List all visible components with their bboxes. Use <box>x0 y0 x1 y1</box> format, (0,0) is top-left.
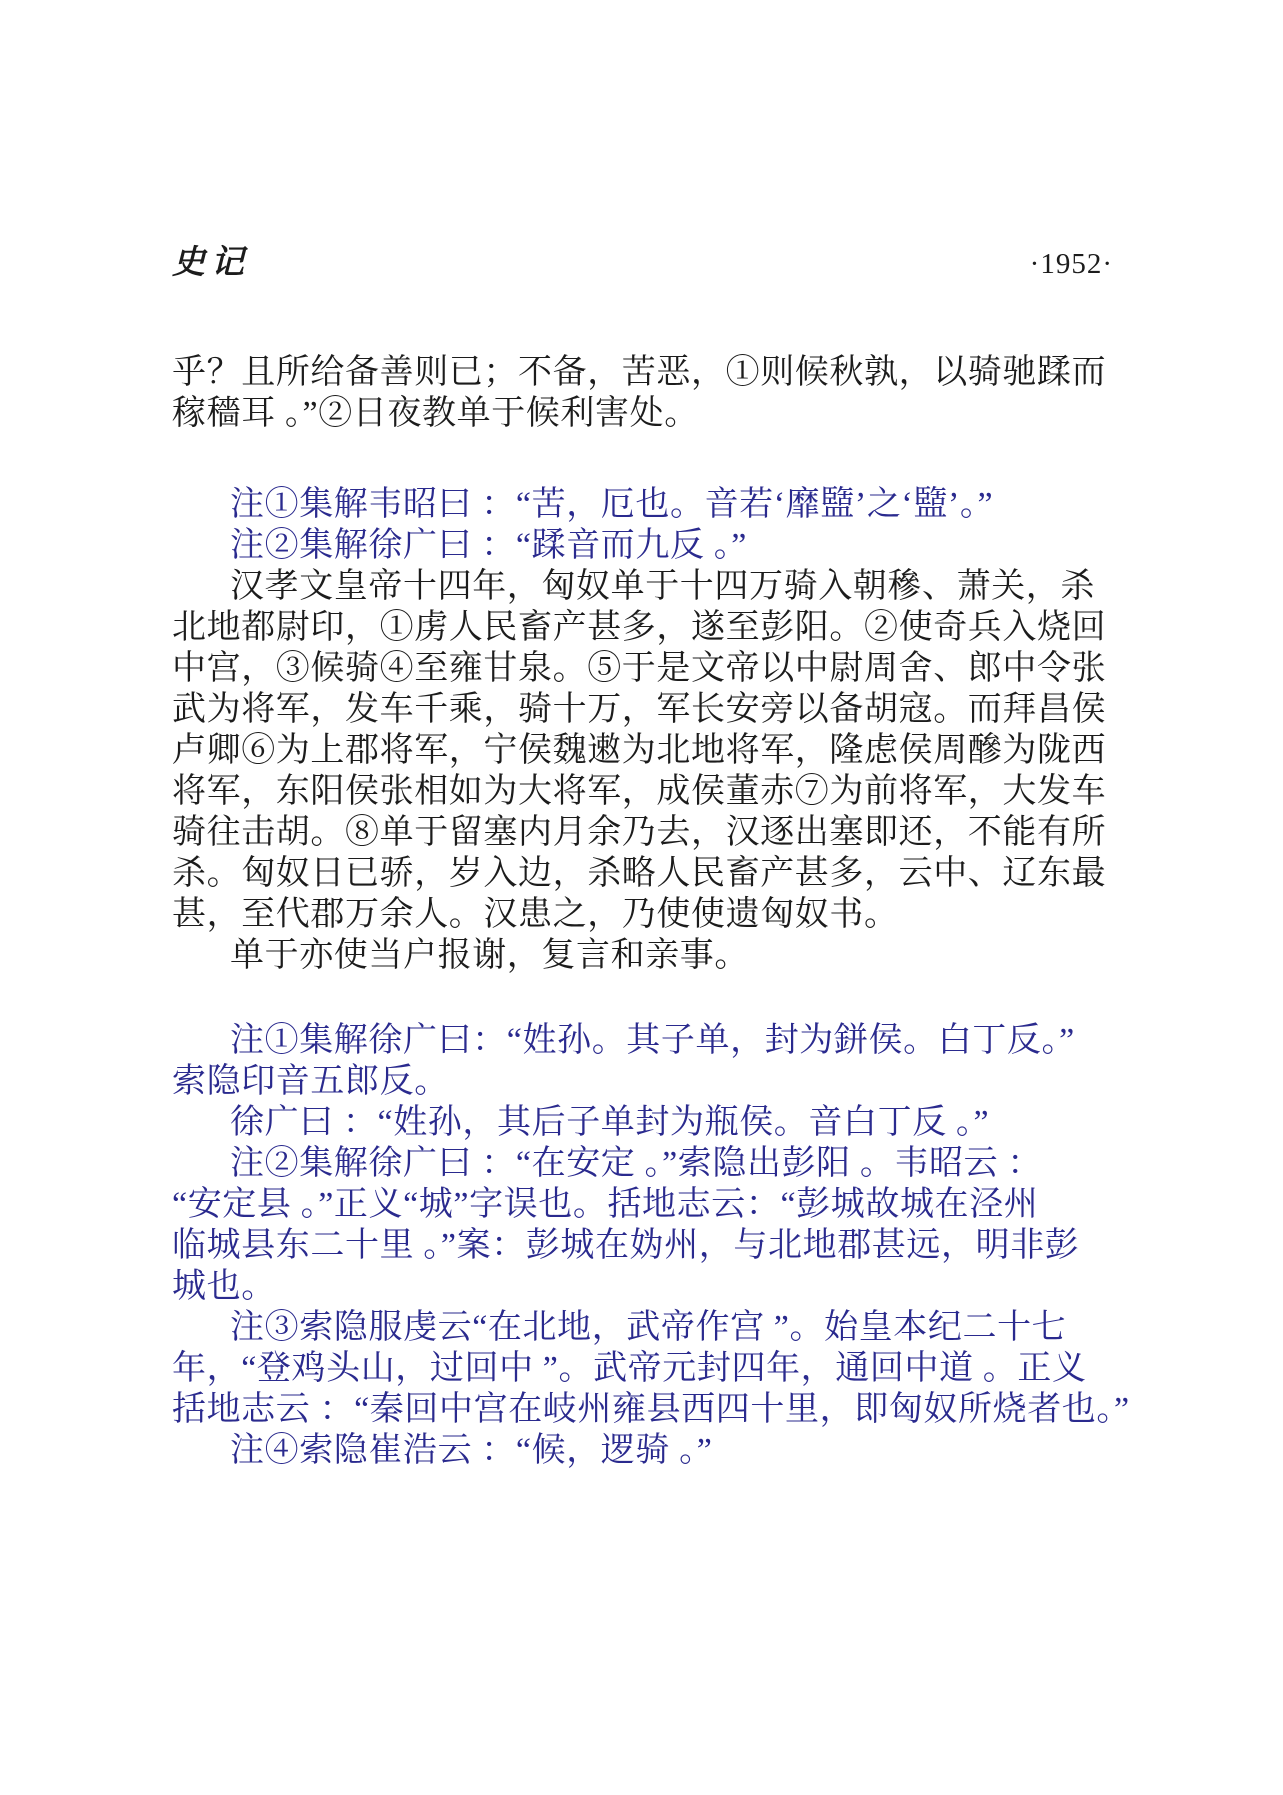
body-text-line: 汉孝文皇帝十四年，匈奴单于十四万骑入朝穇、萧关，杀 <box>230 568 1095 605</box>
paragraph-gap <box>172 976 1113 1020</box>
annotation-line: 注②集解徐广曰 ：“蹂音而九反 。” <box>230 527 747 564</box>
annotation-line: 注②集解徐广曰 ：“在安定 。”索隐出彭阳 。韦昭云 ： <box>230 1145 1042 1182</box>
body-text-line: 单于亦使当户报谢，复言和亲事。 <box>230 937 749 974</box>
annotation-line: 注①集解徐广曰：“姓孙。其子单，封为鉼侯。白丁反。” <box>230 1022 1075 1059</box>
annotation-line: 年，“登鸡头山，过回中 ”。武帝元封四年，通回中道 。正义 <box>172 1350 1087 1387</box>
body-text-line: 杀。匈奴日已骄，岁入边，杀略人民畜产甚多，云中、辽东最 <box>172 855 1107 892</box>
annotation-line: 临城县东二十里 。”案：彭城在妫州，与北地郡甚远，明非彭 <box>172 1227 1080 1264</box>
text-content <box>172 352 1130 1471</box>
annotation-line: “安定县 。”正义“城”字误也。括地志云：“彭城故城在泾州 <box>172 1186 1039 1223</box>
book-title: 史记 <box>172 245 250 281</box>
annotation-line: 徐广曰 ：“姓孙，其后子单封为瓶侯。音白丁反 。” <box>230 1104 990 1141</box>
body-text-line: 将军，东阳侯张相如为大将军，成侯董赤⑦为前将军，大发车 <box>172 773 1107 810</box>
page-header <box>172 236 1113 283</box>
body-text-line: 卢卿⑥为上郡将军，宁侯魏遫为北地将军，隆虑侯周醦为陇西 <box>172 732 1107 769</box>
body-text-line: 稼穡耳 。”②日夜教单于候利害处。 <box>172 395 699 432</box>
annotation-line: 注④索隐崔浩云 ：“候，逻骑 。” <box>230 1432 713 1469</box>
body-text-line: 武为将军，发车千乘，骑十万，军长安旁以备胡寇。而拜昌侯 <box>172 691 1107 728</box>
annotation-line: 索隐印音五郎反。 <box>172 1063 449 1100</box>
annotation-line: 注③索隐服虔云“在北地，武帝作宫 ”。始皇本纪二十七 <box>230 1309 1067 1346</box>
annotation-line: 括地志云 ：“秦回中宫在岐州雍县西四十里，即匈奴所烧者也。” <box>172 1391 1130 1428</box>
paragraph-gap <box>172 434 1113 484</box>
body-text-line: 乎？且所给备善则已；不备，苦恶，①则候秋孰，以骑驰蹂而 <box>172 354 1107 391</box>
body-text-line: 北地都尉印，①虏人民畜产甚多，遂至彭阳。②使奇兵入烧回 <box>172 609 1107 646</box>
annotation-line: 注①集解韦昭曰 ：“苦，厄也。音若‘靡盬’之‘盬’。” <box>230 486 994 523</box>
annotation-line: 城也。 <box>172 1268 276 1305</box>
body-text-line: 中宫，③候骑④至雍甘泉。⑤于是文帝以中尉周舍、郎中令张 <box>172 650 1107 687</box>
body-text-line: 甚，至代郡万余人。汉患之，乃使使遗匈奴书。 <box>172 896 899 933</box>
body-text-line: 骑往击胡。⑧单于留塞内月余乃去，汉逐出塞即还，不能有所 <box>172 814 1107 851</box>
page-number: ·1952· <box>1029 248 1113 280</box>
